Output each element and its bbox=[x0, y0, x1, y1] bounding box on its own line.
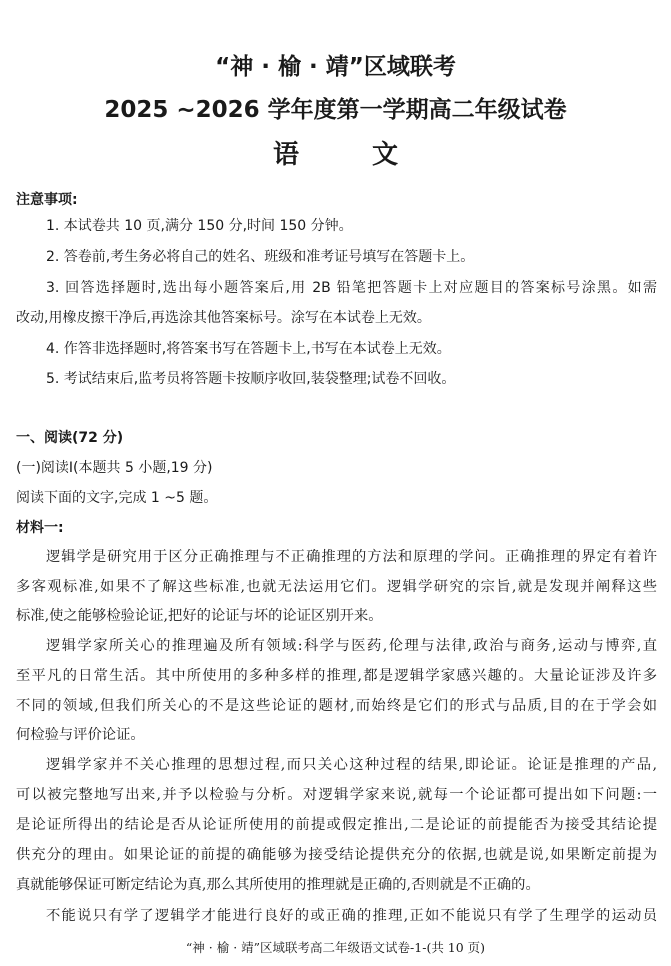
reading-instruction: 阅读下面的文字,完成 1 ~5 题。 bbox=[16, 490, 218, 506]
passage-line: 不能说只有学了逻辑学才能进行良好的或正确的推理,正如不能说只有学了生理学的运动员 bbox=[46, 908, 657, 924]
passage-line: 可以被完整地写出来,并予以检验与分析。对逻辑学家来说,就每一个论证都可提出如下问题:一 bbox=[16, 787, 657, 803]
exam-subject: 语 文 bbox=[272, 140, 431, 170]
passage-line: 逻辑学家所关心的推理遍及所有领域:科学与医药,伦理与法律,政治与商务,运动与博弈,直 bbox=[46, 638, 657, 654]
passage-line: 多客观标准,如果不了解这些标准,也就无法运用它们。逻辑学研究的宗旨,就是发现并阐释这些 bbox=[16, 579, 657, 595]
exam-title-term: 2025 ~2026 学年度第一学期高二年级试卷 bbox=[104, 97, 567, 123]
notice-item: 3. 回答选择题时,选出每小题答案后,用 2B 铅笔把答题卡上对应题目的答案标号涂黑。如需 bbox=[46, 280, 657, 296]
passage-line: 供充分的理由。如果论证的前提的确能够为接受结论提供充分的依据,也就是说,如果断定前提为 bbox=[16, 847, 657, 863]
notice-heading: 注意事项: bbox=[16, 192, 78, 208]
notice-item-continued: 改动,用橡皮擦干净后,再选涂其他答案标号。涂写在本试卷上无效。 bbox=[16, 310, 431, 326]
passage-line: 逻辑学是研究用于区分正确推理与不正确推理的方法和原理的学问。正确推理的界定有着许 bbox=[46, 549, 657, 565]
passage-line: 不同的领域,但我们所关心的不是这些论证的题材,而始终是它们的形式与品质,目的在于学会如 bbox=[16, 698, 657, 714]
notice-item: 2. 答卷前,考生务必将自己的姓名、班级和准考证号填写在答题卡上。 bbox=[46, 249, 475, 265]
passage-line: 至平凡的日常生活。其中所使用的多种多样的推理,都是逻辑学家感兴趣的。大量论证涉及许多 bbox=[16, 668, 657, 684]
passage-line: 是论证所得出的结论是否从论证所使用的前提或假定推出,二是论证的前提能否为接受其结论提 bbox=[16, 817, 657, 833]
notice-item: 5. 考试结束后,监考员将答题卡按顺序收回,装袋整理;试卷不回收。 bbox=[46, 371, 456, 387]
passage-line: 标准,使之能够检验论证,把好的论证与坏的论证区别开来。 bbox=[16, 608, 383, 624]
passage-line: 逻辑学家并不关心推理的思想过程,而只关心这种过程的结果,即论证。论证是推理的产品, bbox=[46, 757, 657, 773]
passage-line: 何检验与评价论证。 bbox=[16, 727, 145, 743]
subsection-heading: (一)阅读Ⅰ(本题共 5 小题,19 分) bbox=[16, 460, 213, 476]
material-label: 材料一: bbox=[16, 520, 64, 536]
notice-item: 1. 本试卷共 10 页,满分 150 分,时间 150 分钟。 bbox=[46, 218, 353, 234]
notice-item: 4. 作答非选择题时,将答案书写在答题卡上,书写在本试卷上无效。 bbox=[46, 341, 451, 357]
section-heading: 一、阅读(72 分) bbox=[16, 430, 124, 446]
passage-line: 真就能够保证可断定结论为真,那么其所使用的推理就是正确的,否则就是不正确的。 bbox=[16, 877, 540, 893]
page-footer: “神 · 榆 · 靖”区域联考高二年级语文试卷-1-(共 10 页) bbox=[185, 940, 486, 955]
exam-title-region: “神 · 榆 · 靖”区域联考 bbox=[215, 54, 456, 80]
